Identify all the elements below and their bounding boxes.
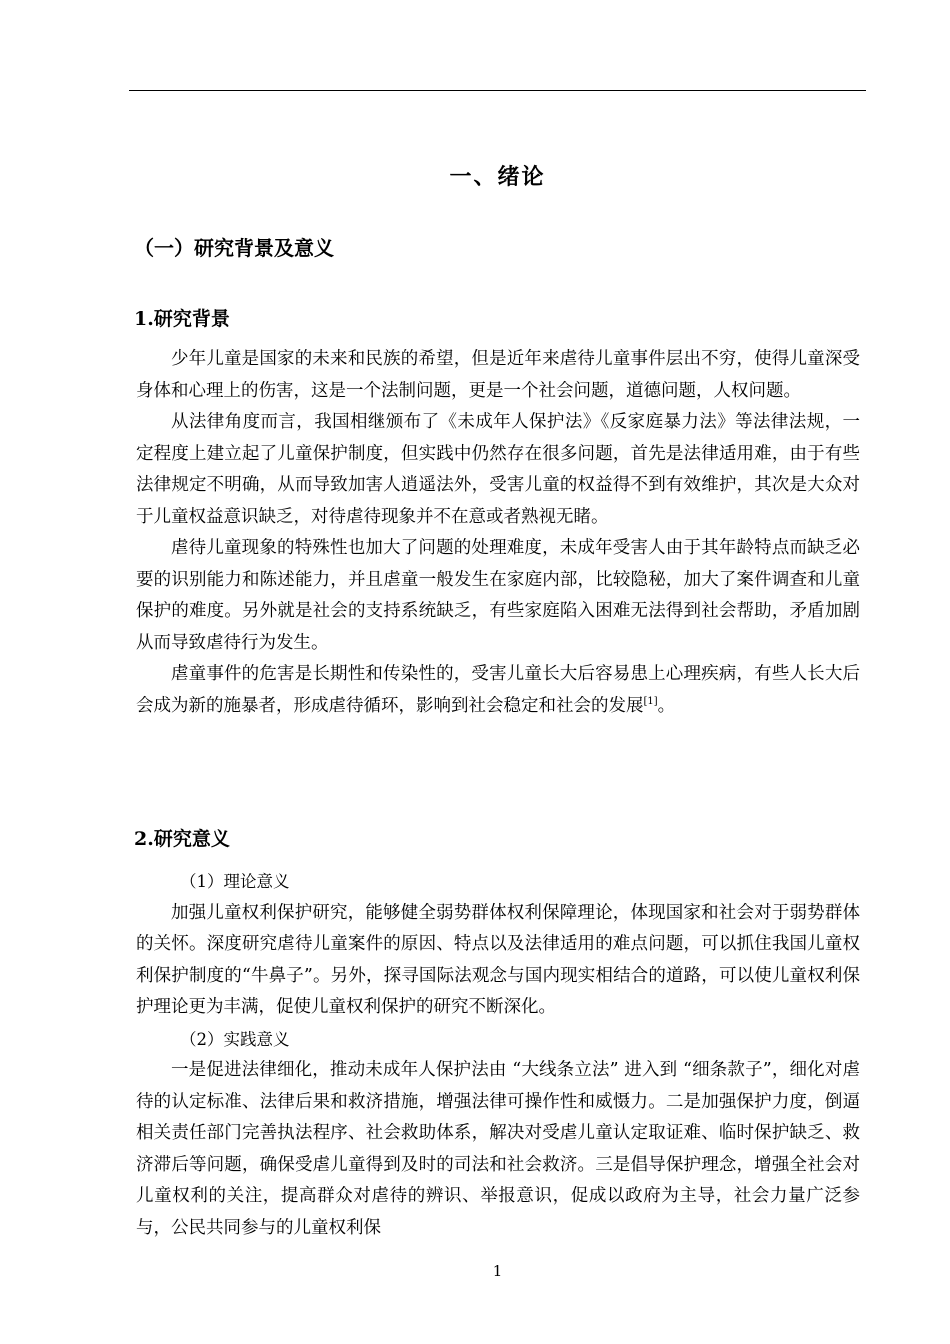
practice-paragraph: 一是促进法律细化，推动未成年人保护法由 “大线条立法” 进入到 “细条款子”，细化对虐待的认定标准、法律后果和救济措施，增强法律可操作性和威慑力。二是加强保护力度，倒逼相关责任部门完善执法程序、社会救助体系，解决对受虐儿童认定取证难、临时保护缺乏、救济滞后等问题，确保受虐儿童得到及时的司法和社会救济。三是倡导保护理念，增强全社会对儿童权利的关注，提高群众对虐待的辨识、举报意识，促成以政府为主导，社会力量广泛参与，公民共同参与的儿童权利保: [136, 1060, 860, 1238]
practice-label: （2）实践意义: [180, 1029, 290, 1049]
header-rule: [129, 90, 866, 91]
background-paragraph-2: 从法律角度而言，我国相继颁布了《未成年人保护法》《反家庭暴力法》等法律法规，一定程度上建立起了儿童保护制度，但实践中仍然存在很多问题，首先是法律适用难，由于有些法律规定不明确，从而导致加害人逍遥法外，受害儿童的权益得不到有效维护，其次是大众对于儿童权益意识缺乏，对待虐待现象并不在意或者熟视无睹。: [136, 412, 860, 527]
significance-heading: 2.研究意义: [134, 828, 230, 850]
theory-label: （1）理论意义: [180, 872, 290, 891]
chapter-title: 一、绪论: [449, 164, 546, 190]
background-paragraph-3: 虐待儿童现象的特殊性也加大了问题的处理难度，未成年受害人由于其年龄特点而缺乏必要的识别能力和陈述能力，并且虐童一般发生在家庭内部，比较隐秘，加大了案件调查和儿童保护的难度。另外就是社会的支持系统缺乏，有些家庭陷入困难无法得到社会帮助，矛盾加剧从而导致虐待行为发生。: [136, 538, 860, 653]
background-paragraph-4: [136, 659, 860, 722]
background-paragraph-4-text: 虐童事件的危害是长期性和传染性的，受害儿童长大后容易患上心理疾病，有些人长大后会成为新的施暴者，形成虐待循环，影响到社会稳定和社会的发展: [136, 664, 860, 716]
background-heading: 1.研究背景: [134, 308, 230, 330]
significance-body: [136, 866, 860, 1244]
section-title: （一）研究背景及意义: [134, 236, 334, 260]
theory-paragraph: 加强儿童权利保护研究，能够健全弱势群体权利保障理论，体现国家和社会对于弱势群体的关怀。深度研究虐待儿童案件的原因、特点以及法律适用的难点问题，可以抓住我国儿童权利保护制度的“牛鼻子”。另外，探寻国际法观念与国内现实相结合的道路，可以使儿童权利保护理论更为丰满，促使儿童权利保护的研究不断深化。: [136, 902, 860, 1017]
page-number: 1: [492, 1262, 503, 1280]
citation-reference: [1]: [643, 695, 658, 707]
background-body: [136, 344, 860, 722]
background-paragraph-1: 少年儿童是国家的未来和民族的希望，但是近年来虐待儿童事件层出不穷，使得儿童深受身体和心理上的伤害，这是一个法制问题，更是一个社会问题，道德问题，人权问题。: [136, 349, 860, 401]
background-paragraph-4-end: 。: [657, 695, 676, 716]
